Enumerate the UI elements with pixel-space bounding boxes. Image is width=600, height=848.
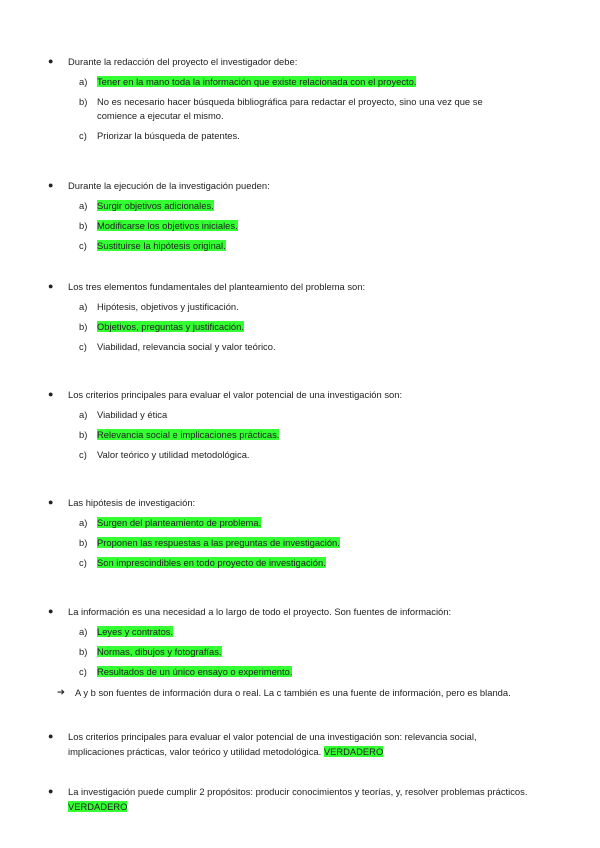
option bbox=[0, 75, 517, 89]
option-letter: c) bbox=[79, 130, 87, 141]
option bbox=[0, 536, 517, 550]
bullet-icon: ● bbox=[48, 389, 54, 399]
option-text: Tener en la mano toda la información que existe relacionada con el proyecto. bbox=[97, 76, 417, 87]
bullet-icon: ● bbox=[48, 606, 54, 616]
option-letter: a) bbox=[79, 200, 88, 211]
option bbox=[0, 516, 517, 530]
option bbox=[0, 320, 517, 334]
question bbox=[0, 604, 568, 619]
question-text: Los criterios principales para evaluar el valor potencial de una investigación son: bbox=[68, 389, 403, 400]
bullet-icon: ● bbox=[48, 786, 54, 796]
option-text: Sustituirse la hipótesis original. bbox=[97, 240, 226, 251]
question-block bbox=[0, 279, 600, 354]
option-letter: b) bbox=[79, 96, 88, 107]
question bbox=[0, 279, 528, 294]
option bbox=[0, 645, 517, 659]
option-letter: c) bbox=[79, 449, 87, 460]
answer-tag: VERDADERO bbox=[323, 746, 384, 757]
question-block bbox=[0, 495, 600, 570]
question-block bbox=[0, 784, 600, 814]
option-letter: a) bbox=[79, 517, 88, 528]
question-block bbox=[0, 604, 600, 679]
option-letter: a) bbox=[79, 301, 88, 312]
option-text: Viabilidad, relevancia social y valor teórico. bbox=[97, 341, 276, 352]
option bbox=[0, 199, 517, 213]
option-text: Objetivos, preguntas y justificación. bbox=[97, 321, 244, 332]
option-text: Resultados de un único ensayo o experimento. bbox=[97, 666, 293, 677]
bullet-icon: ● bbox=[48, 56, 54, 66]
option bbox=[0, 428, 517, 442]
option-letter: b) bbox=[79, 429, 88, 440]
arrow-right-icon: ➔ bbox=[57, 686, 65, 697]
option-text: Leyes y contratos. bbox=[97, 626, 174, 637]
option-letter: a) bbox=[79, 626, 88, 637]
option-letter: c) bbox=[79, 240, 87, 251]
option bbox=[0, 625, 517, 639]
option bbox=[0, 219, 517, 233]
question-text: Los tres elementos fundamentales del planteamiento del problema son: bbox=[68, 281, 366, 292]
option-text: Surgen del planteamiento de problema. bbox=[97, 517, 262, 528]
question-block bbox=[0, 178, 600, 253]
question-text: La información es una necesidad a lo largo de todo el proyecto. Son fuentes de información: bbox=[68, 606, 452, 617]
note-text: A y b son fuentes de información dura o real. La c también es una fuente de información, pero es blanda. bbox=[75, 687, 511, 698]
question-text: Durante la redacción del proyecto el investigador debe: bbox=[68, 56, 298, 67]
question-block bbox=[0, 387, 600, 462]
option bbox=[0, 300, 517, 314]
question bbox=[0, 54, 528, 69]
option-letter: a) bbox=[79, 409, 88, 420]
option-text: Priorizar la búsqueda de patentes. bbox=[97, 130, 240, 141]
option-letter: b) bbox=[79, 321, 88, 332]
option-letter: b) bbox=[79, 220, 88, 231]
question-text: Durante la ejecución de la investigación pueden: bbox=[68, 180, 270, 191]
bullet-icon: ● bbox=[48, 281, 54, 291]
option-text: Proponen las respuestas a las preguntas de investigación. bbox=[97, 537, 340, 548]
option-letter: a) bbox=[79, 76, 88, 87]
question-text: La investigación puede cumplir 2 propósitos: producir conocimientos y teorías, y, resolver problemas prácticos. bbox=[68, 786, 528, 797]
question-text: Los criterios principales para evaluar el valor potencial de una investigación son: relevancia social, implicaciones prácticas, valor teórico y utilidad metodológica. bbox=[68, 731, 477, 757]
question-text: Las hipótesis de investigación: bbox=[68, 497, 196, 508]
option bbox=[0, 239, 517, 253]
option bbox=[0, 408, 517, 422]
option-letter: c) bbox=[79, 666, 87, 677]
option bbox=[0, 556, 517, 570]
option-letter: b) bbox=[79, 646, 88, 657]
question-block bbox=[0, 729, 600, 759]
question bbox=[0, 495, 528, 510]
option-text: Hipótesis, objetivos y justificación. bbox=[97, 301, 239, 312]
option bbox=[0, 448, 517, 462]
option-text: Relevancia social e implicaciones prácticas. bbox=[97, 429, 280, 440]
option-letter: c) bbox=[79, 341, 87, 352]
question-block bbox=[0, 54, 600, 143]
option bbox=[0, 665, 517, 679]
question bbox=[0, 729, 528, 759]
option-text: Normas, dibujos y fotografías. bbox=[97, 646, 222, 657]
question bbox=[0, 387, 528, 402]
option bbox=[0, 129, 517, 143]
bullet-icon: ● bbox=[48, 497, 54, 507]
answer-tag: VERDADERO bbox=[68, 801, 128, 812]
option-text: Surgir objetivos adicionales. bbox=[97, 200, 214, 211]
option-text: Viabilidad y ética bbox=[97, 409, 168, 420]
option-letter: b) bbox=[79, 537, 88, 548]
option bbox=[0, 340, 517, 354]
option-text: Valor teórico y utilidad metodológica. bbox=[97, 449, 250, 460]
question bbox=[0, 178, 528, 193]
option-text: Modificarse los objetivos iniciales. bbox=[97, 220, 238, 231]
option-text: Son imprescindibles en todo proyecto de investigación. bbox=[97, 557, 326, 568]
question bbox=[0, 784, 528, 814]
bullet-icon: ● bbox=[48, 731, 54, 741]
option-text: No es necesario hacer búsqueda bibliográfica para redactar el proyecto, sino una vez que se comience a ejecutar el mismo. bbox=[97, 96, 483, 121]
option-letter: c) bbox=[79, 557, 87, 568]
option bbox=[0, 95, 517, 123]
bullet-icon: ● bbox=[48, 180, 54, 190]
